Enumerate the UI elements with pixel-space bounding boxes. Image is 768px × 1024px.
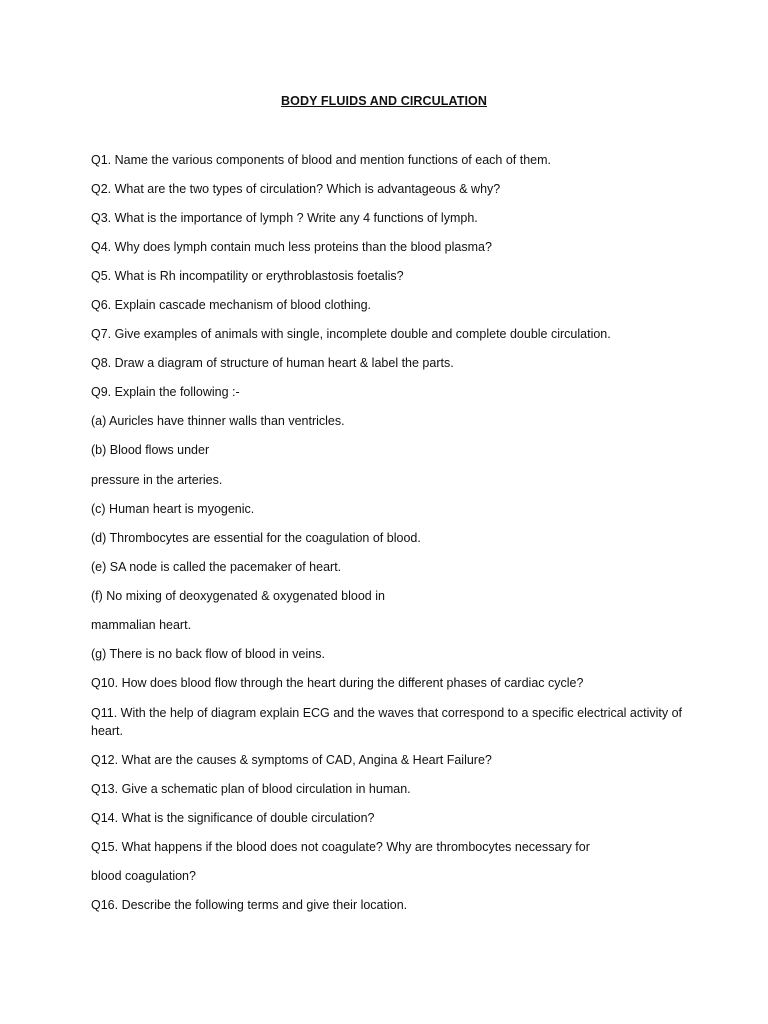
question-line: Q8. Draw a diagram of structure of human heart & label the parts.	[91, 356, 454, 370]
question-line: Q9. Explain the following :-	[91, 385, 240, 399]
question-line: Q16. Describe the following terms and give their location.	[91, 898, 408, 912]
question-line: Q7. Give examples of animals with single, incomplete double and complete double circulation.	[91, 327, 611, 341]
question-line: Q12. What are the causes & symptoms of CAD, Angina & Heart Failure?	[91, 753, 492, 767]
question-line: Q6. Explain cascade mechanism of blood clothing.	[91, 298, 372, 312]
sub-item-line: (g) There is no back flow of blood in veins.	[91, 647, 325, 661]
question-line: Q2. What are the two types of circulation? Which is advantageous & why?	[91, 182, 501, 196]
sub-item-line: (a) Auricles have thinner walls than ventricles.	[91, 414, 345, 428]
question-line: Q1. Name the various components of blood and mention functions of each of them.	[91, 153, 551, 167]
sub-item-line: (e) SA node is called the pacemaker of heart.	[91, 560, 342, 574]
sub-item-line: (c) Human heart is myogenic.	[91, 502, 255, 516]
question-line: Q15. What happens if the blood does not coagulate? Why are thrombocytes necessary for	[91, 840, 590, 854]
question-line: Q10. How does blood flow through the heart during the different phases of cardiac cycle?	[91, 676, 584, 690]
question-line: Q11. With the help of diagram explain ECG and the waves that correspond to a specific electrical activity of heart.	[91, 706, 683, 738]
question-line: Q3. What is the importance of lymph ? Write any 4 functions of lymph.	[91, 211, 478, 225]
question-line: Q13. Give a schematic plan of blood circulation in human.	[91, 782, 411, 796]
question-line: Q5. What is Rh incompatility or erythroblastosis foetalis?	[91, 269, 404, 283]
question-line: Q14. What is the significance of double circulation?	[91, 811, 375, 825]
question-line: blood coagulation?	[91, 869, 196, 883]
sub-item-line: (b) Blood flows under	[91, 443, 210, 457]
sub-item-line: (f) No mixing of deoxygenated & oxygenated blood in	[91, 589, 385, 603]
question-line: Q4. Why does lymph contain much less proteins than the blood plasma?	[91, 240, 492, 254]
page-title: BODY FLUIDS AND CIRCULATION	[281, 94, 487, 108]
sub-item-line: mammalian heart.	[91, 618, 192, 632]
sub-item-line: (d) Thrombocytes are essential for the coagulation of blood.	[91, 531, 421, 545]
sub-item-line: pressure in the arteries.	[91, 473, 223, 487]
